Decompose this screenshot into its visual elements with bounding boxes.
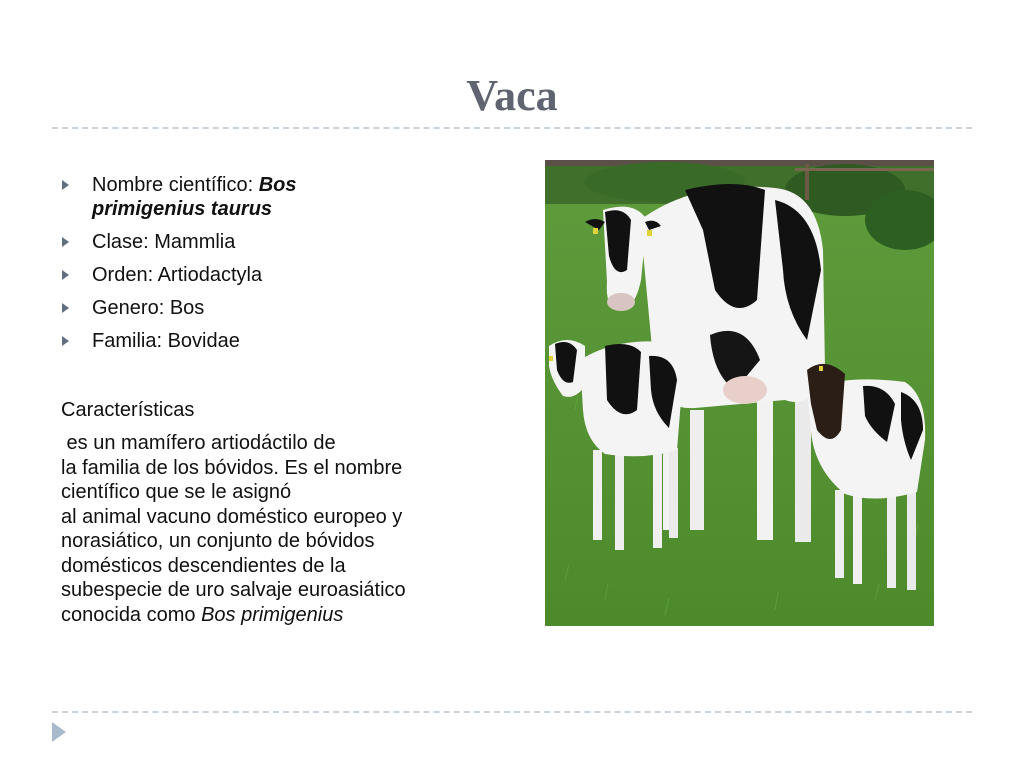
bullet-arrow-icon <box>62 336 69 346</box>
bullet-label: Orden: Artiodactyla <box>92 264 263 286</box>
bullet-label: Nombre científico: <box>92 174 259 196</box>
features-heading: Características <box>61 399 195 421</box>
taxonomy-list <box>60 173 360 362</box>
scientific-name: Bos primigenius taurus <box>92 174 297 220</box>
bullet-label: Genero: Bos <box>92 297 205 319</box>
list-item <box>60 296 360 320</box>
list-item <box>60 173 360 221</box>
list-item <box>60 329 360 353</box>
footer-divider <box>52 711 972 713</box>
features-text: es un mamífero artiodáctilo de la familia de los bóvidos. Es el nombre científico que se le asignó al animal vacuno doméstico europeo y norasiático, un conjunto de bóvidos domésticos descendientes de la subespecie de uro salvaje euroasiático conocida como <box>61 432 406 626</box>
cow-photo <box>545 160 934 626</box>
slide-title: Vaca <box>466 71 558 120</box>
features-paragraph <box>61 431 481 627</box>
list-item <box>60 263 360 287</box>
bullet-arrow-icon <box>62 303 69 313</box>
bullet-arrow-icon <box>62 237 69 247</box>
title-divider <box>52 127 972 129</box>
bullet-arrow-icon <box>62 180 69 190</box>
features-italic-name: Bos primigenius <box>201 603 344 626</box>
bullet-arrow-icon <box>62 270 69 280</box>
next-slide-arrow-icon[interactable] <box>52 722 66 742</box>
list-item <box>60 230 360 254</box>
bullet-label: Clase: Mammlia <box>92 231 236 253</box>
bullet-label: Familia: Bovidae <box>92 330 240 352</box>
